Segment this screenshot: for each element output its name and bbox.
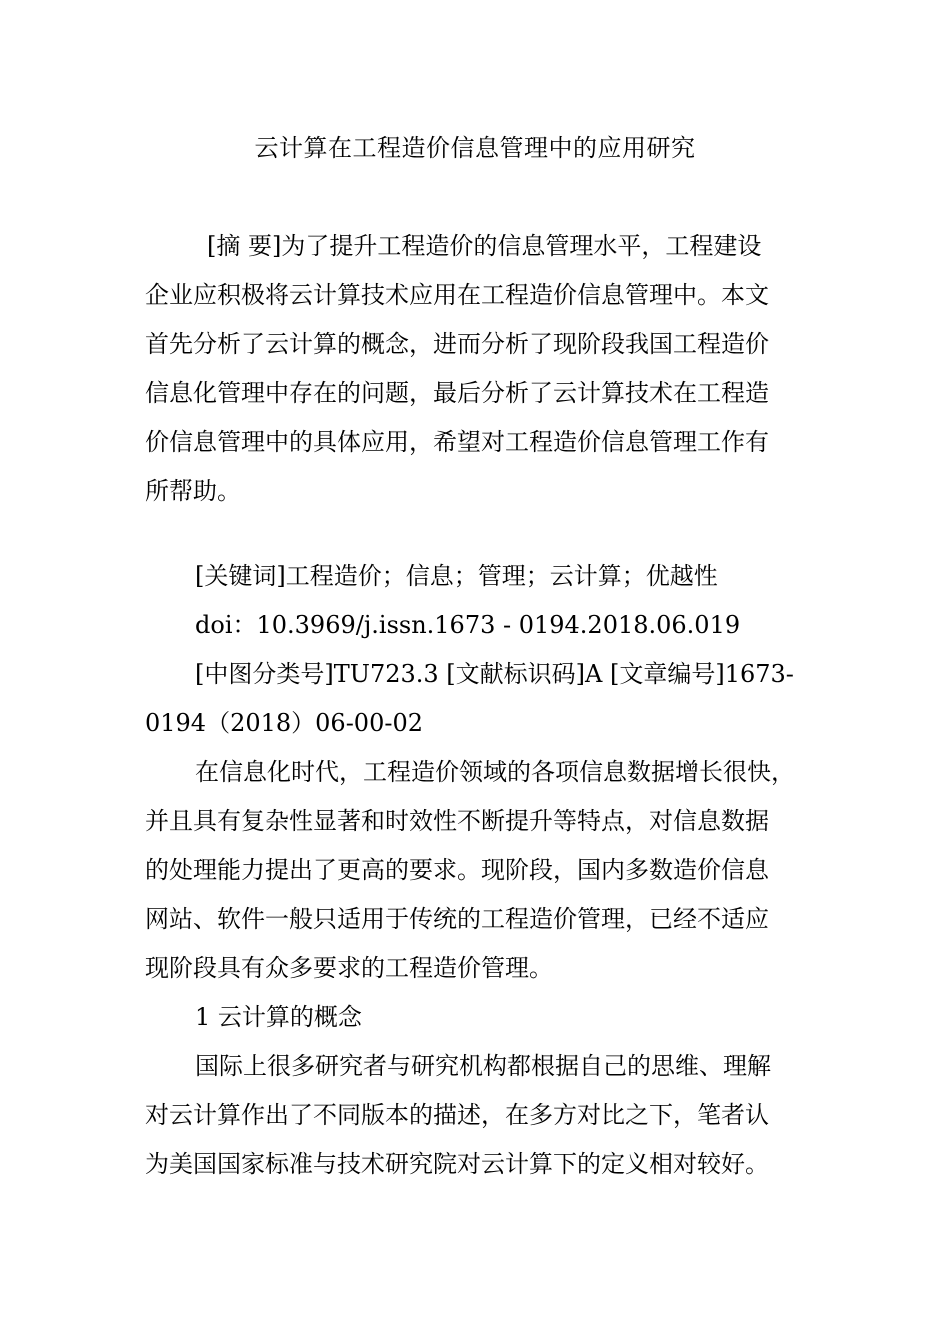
abstract-line: 所帮助。 (145, 477, 241, 505)
classification-line: [中图分类号]TU723.3 [文献标识码]A [文章编号]1673- (195, 660, 794, 688)
keywords: [关键词]工程造价；信息；管理；云计算；优越性 (195, 562, 718, 590)
section-heading: 1 云计算的概念 (195, 1003, 362, 1031)
abstract-line: 首先分析了云计算的概念，进而分析了现阶段我国工程造价 (145, 330, 769, 358)
abstract-line: [摘 要]为了提升工程造价的信息管理水平，工程建设 (207, 232, 762, 260)
abstract-line: 企业应积极将云计算技术应用在工程造价信息管理中。本文 (145, 281, 769, 309)
document-title: 云计算在工程造价信息管理中的应用研究 (254, 134, 696, 162)
abstract-line: 信息化管理中存在的问题，最后分析了云计算技术在工程造 (145, 379, 769, 407)
main-content (145, 748, 829, 1189)
section1-line: 为美国国家标准与技术研究院对云计算下的定义相对较好。 (145, 1150, 769, 1178)
intro-line: 并且具有复杂性显著和时效性不断提升等特点，对信息数据 (145, 807, 769, 835)
abstract-line: 价信息管理中的具体应用，希望对工程造价信息管理工作有 (145, 428, 769, 456)
section1-line: 对云计算作出了不同版本的描述，在多方对比之下，笔者认 (145, 1101, 769, 1129)
abstract (145, 222, 811, 516)
doi: doi：10.3969/j.issn.1673 - 0194.2018.06.019 (195, 611, 741, 639)
article-metadata (145, 552, 825, 748)
classification-line: 0194（2018）06-00-02 (145, 709, 423, 737)
intro-line: 网站、软件一般只适用于传统的工程造价管理，已经不适应 (145, 905, 769, 933)
section1-line: 国际上很多研究者与研究机构都根据自己的思维、理解 (195, 1052, 771, 1080)
intro-line: 在信息化时代，工程造价领域的各项信息数据增长很快， (195, 758, 795, 786)
intro-line: 的处理能力提出了更高的要求。现阶段，国内多数造价信息 (145, 856, 769, 884)
intro-line: 现阶段具有众多要求的工程造价管理。 (145, 954, 553, 982)
